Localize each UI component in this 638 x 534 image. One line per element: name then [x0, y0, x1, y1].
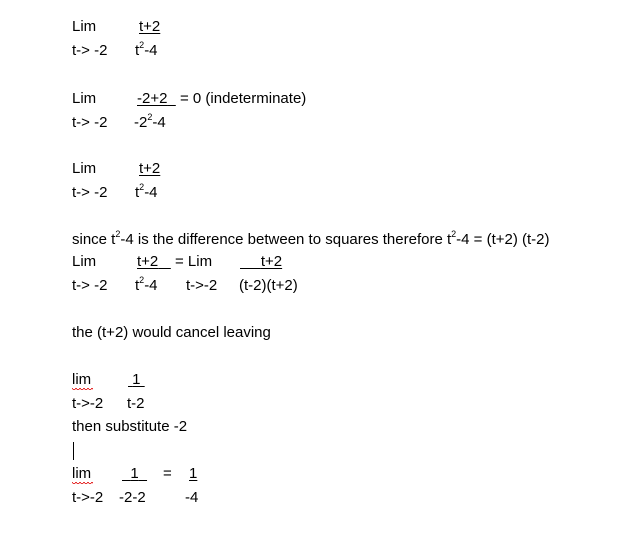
substitute-text: then substitute -2: [72, 418, 188, 435]
numerator-4-right: t+2: [260, 253, 283, 270]
denominator-1: $t^2-4$: [135, 40, 158, 59]
numerator-1: t+2: [139, 18, 161, 35]
denominator-2: $-2^2-4$: [134, 112, 166, 131]
limit-to-3: t-> -2: [72, 184, 108, 201]
spellcheck-underline-2: [72, 482, 93, 485]
limit-to-4: t-> -2: [72, 277, 108, 294]
lim-label-4: Lim: [72, 253, 97, 270]
denominator-5: t-2: [127, 395, 145, 412]
denominator-4-right: (t-2)(t+2): [239, 277, 298, 294]
numerator-4-line: t+2 = Lim: [137, 253, 213, 270]
limit-to-1: t-> -2: [72, 42, 108, 59]
numerator-3: t+2: [139, 160, 161, 177]
cancel-text: the (t+2) would cancel leaving: [72, 324, 271, 341]
spellcheck-underline-1: [72, 388, 93, 391]
result-denominator-6: -4: [185, 489, 199, 506]
equals-sign-6: =: [163, 465, 172, 482]
result-numerator-6: 1: [189, 465, 198, 482]
numerator-5-line: 1: [132, 371, 141, 388]
limit-to-5: t->-2: [72, 395, 104, 412]
text-cursor: [73, 442, 74, 460]
limit-to-2: t-> -2: [72, 114, 108, 131]
numerator-2-line: -2+2 = 0 (indeterminate): [137, 90, 307, 107]
lim-label-2: Lim: [72, 90, 97, 107]
numerator-6-line: 1: [130, 465, 139, 482]
lim-label-1: Lim: [72, 18, 97, 35]
lim-label-5: lim: [72, 371, 92, 388]
denominator-4-left: $t^2-4$: [135, 275, 158, 294]
factor-sentence: since $t^2-4$ is the difference between to squares therefore $t^2-4 = (t+2)$ (t-2): [72, 229, 550, 248]
lim-label-3: Lim: [72, 160, 97, 177]
limit-to-4-right: t->-2: [186, 277, 218, 294]
denominator-3: $t^2-4$: [135, 182, 158, 201]
limit-to-6: t->-2: [72, 489, 104, 506]
lim-label-6: lim: [72, 465, 92, 482]
denominator-6: -2-2: [119, 489, 146, 506]
